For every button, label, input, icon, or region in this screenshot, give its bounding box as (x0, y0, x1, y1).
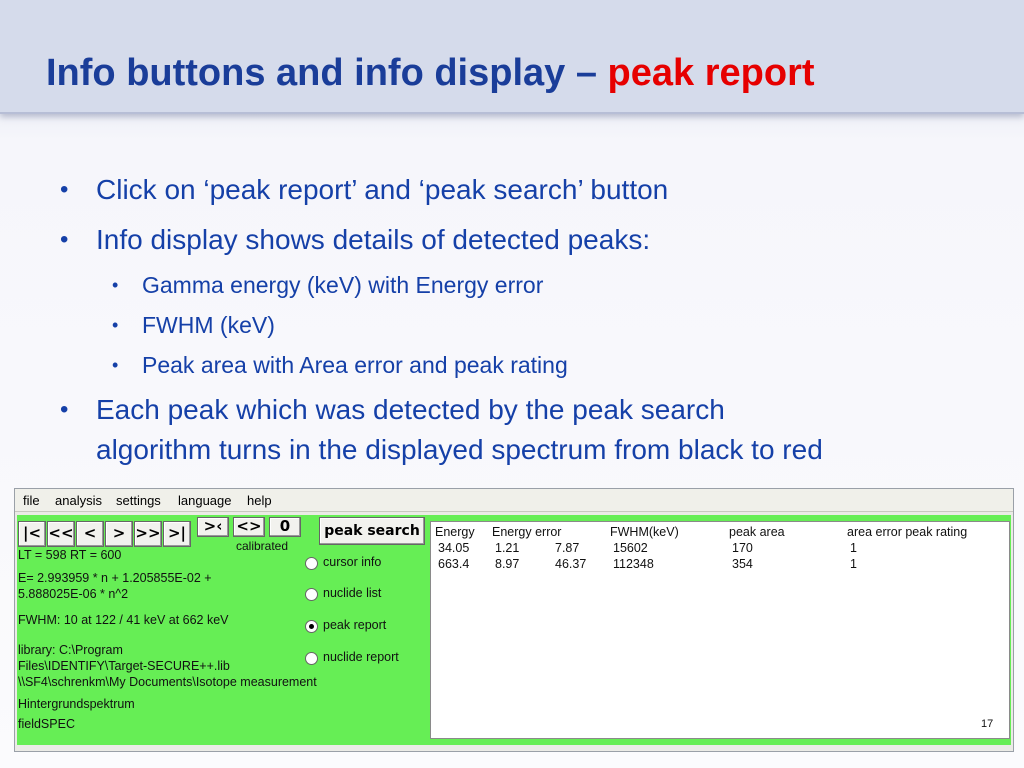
col-header-fwhm: FWHM(keV) (610, 525, 679, 539)
app-window (14, 488, 1014, 752)
report-cell: 8.97 (495, 557, 520, 571)
info-line: 5.888025E-06 * n^2 (18, 587, 129, 601)
radio-nuclide-list[interactable] (305, 588, 318, 601)
info-line: \\SF4\schrenkm\My Documents\Isotope measurement (18, 675, 317, 689)
report-cell: 34.05 (438, 541, 470, 555)
report-cell: 170 (732, 541, 753, 555)
report-cell: 1 (850, 557, 857, 571)
info-line: FWHM: 10 at 122 / 41 keV at 662 keV (18, 613, 229, 627)
menu-help[interactable]: help (247, 493, 272, 508)
bullet-text: Click on ‘peak report’ and ‘peak search’ button (96, 174, 669, 205)
bullet-item: • Info display shows details of detected peaks: (60, 224, 651, 255)
info-line: Files\IDENTIFY\Target-SECURE++.lib (18, 659, 230, 673)
bullet-list (60, 170, 1010, 470)
menu-language[interactable]: language (178, 493, 232, 508)
sub-bullet-text: Peak area with Area error and peak rating (142, 352, 568, 378)
sub-bullet-text: FWHM (keV) (142, 312, 275, 338)
menu-bar (15, 489, 1013, 512)
report-cell: 1 (850, 541, 857, 555)
zoom-reset-button[interactable]: 0 (269, 517, 301, 537)
info-line: LT = 598 RT = 600 (18, 548, 122, 562)
forward-button[interactable]: > (105, 521, 133, 547)
bullet-text: Info display shows details of detected peaks: (96, 224, 651, 255)
menu-analysis[interactable]: analysis (55, 493, 102, 508)
sub-bullet-item: • Gamma energy (keV) with Energy error (112, 272, 544, 298)
radio-label-peak-report[interactable]: peak report (323, 618, 387, 632)
zoom-out-button[interactable]: <> (233, 517, 265, 537)
bullet-item: • Each peak which was detected by the peak search algorithm turns in the displayed spectrum from black to red (60, 394, 823, 465)
first-button[interactable]: |< (18, 521, 46, 547)
report-cell: 1.21 (495, 541, 520, 555)
radio-peak-report[interactable] (305, 620, 318, 633)
info-line: E= 2.993959 * n + 1.205855E-02 + (18, 571, 212, 585)
report-cell: 7.87 (555, 541, 580, 555)
radio-label-cursor-info[interactable]: cursor info (323, 555, 382, 569)
report-cell: 15602 (613, 541, 648, 555)
report-cell: 46.37 (555, 557, 587, 571)
back-button[interactable]: < (76, 521, 104, 547)
title-main: Info buttons and info display – (46, 52, 608, 94)
zoom-in-button[interactable]: >‹ (197, 517, 229, 537)
sub-bullet-text: Gamma energy (keV) with Energy error (142, 272, 544, 298)
calibrated-label: calibrated (236, 539, 289, 553)
col-header-energy: Energy (435, 525, 475, 539)
col-header-area-error-rating: area error peak rating (847, 525, 968, 539)
radio-nuclide-report[interactable] (305, 652, 318, 665)
report-cell: 354 (732, 557, 753, 571)
col-header-energy-error: Energy error (492, 525, 562, 539)
radio-label-nuclide-list[interactable]: nuclide list (323, 586, 382, 600)
fast-forward-button[interactable]: >> (134, 521, 162, 547)
menu-file[interactable]: file (23, 493, 40, 508)
radio-label-nuclide-report[interactable]: nuclide report (323, 650, 399, 664)
peak-report-panel (430, 521, 1010, 739)
menu-settings[interactable]: settings (116, 493, 161, 508)
report-cell: 112348 (613, 557, 654, 571)
bullet-text-continued: algorithm turns in the displayed spectrum from black to red (96, 434, 823, 465)
title-accent: peak report (607, 52, 815, 94)
peak-search-button[interactable]: peak search (319, 517, 425, 545)
last-button[interactable]: >| (163, 521, 191, 547)
report-cell: 663.4 (438, 557, 470, 571)
fast-back-button[interactable]: << (47, 521, 75, 547)
sub-bullet-item: • FWHM (keV) (112, 312, 275, 338)
page-number: 17 (981, 718, 994, 730)
slide-title (46, 52, 815, 95)
radio-cursor-info[interactable] (305, 557, 318, 570)
sub-bullet-item: • Peak area with Area error and peak rating (112, 352, 568, 378)
info-line: library: C:\Program (18, 643, 123, 657)
col-header-peak-area: peak area (729, 525, 785, 539)
control-panel (17, 515, 1011, 745)
info-line: Hintergrundspektrum (18, 697, 135, 711)
info-line: fieldSPEC (18, 717, 75, 731)
bullet-item: • Click on ‘peak report’ and ‘peak search’ button (60, 174, 669, 205)
bullet-text: Each peak which was detected by the peak search (96, 394, 725, 425)
